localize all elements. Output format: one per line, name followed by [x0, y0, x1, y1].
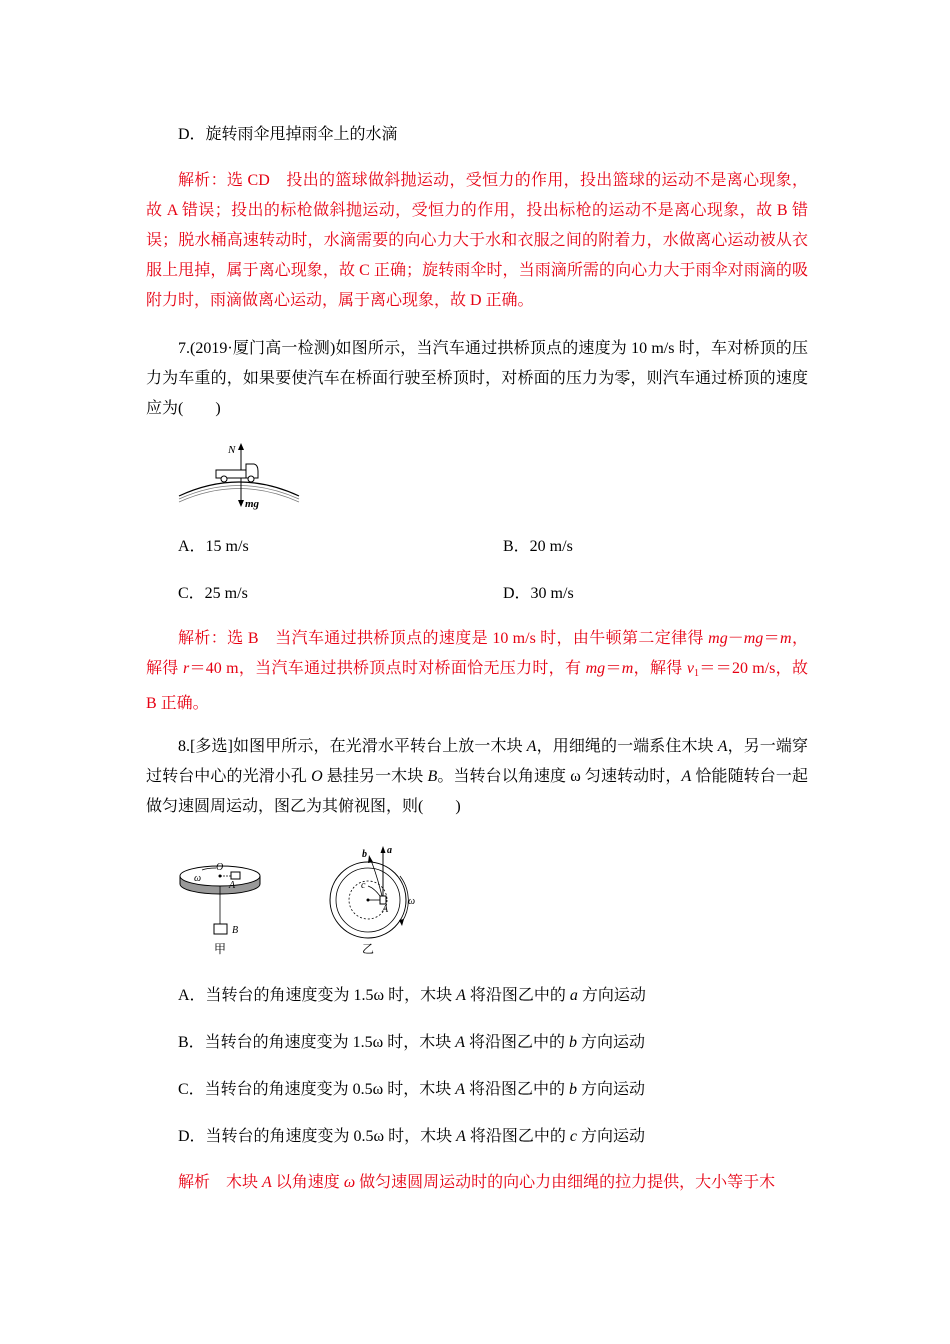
- svg-text:B: B: [232, 925, 239, 936]
- q8-stem: 8.[多选]如图甲所示，在光滑水平转台上放一木块 A，用细绳的一端系住木块 A，另一端穿过转台中心的光滑小孔 O 悬挂另一木块 B。当转台以角速度 ω 匀速转动时，A 恰能随转台一起做匀速圆周运动，图乙为其俯视图，则( ): [146, 738, 808, 815]
- truck-icon: [216, 464, 258, 482]
- normal-force-label: N: [228, 444, 236, 456]
- svg-text:O: O: [216, 862, 224, 873]
- svg-text:ω: ω: [194, 873, 202, 884]
- block-b: [214, 924, 227, 934]
- q8-analysis: 解析 木块 A 以角速度 ω 做匀速圆周运动时的向心力由细绳的拉力提供，大小等于木: [178, 1174, 776, 1191]
- q8-option-c: C．当转台的角速度变为 0.5ω 时，木块 A 将沿图乙中的 b 方向运动: [178, 1081, 646, 1098]
- svg-text:b: b: [362, 849, 367, 860]
- q8-option-d: D．当转台的角速度变为 0.5ω 时，木块 A 将沿图乙中的 c 方向运动: [178, 1128, 646, 1145]
- q7-stem: 7.(2019·厦门高一检测)如图所示，当汽车通过拱桥顶点的速度为 10 m/s 时，车对桥顶的压力为车重的，如果要使汽车在桥面行驶至桥顶时，对桥面的压力为零，则汽车通过桥顶的速度应为( ): [146, 340, 808, 417]
- bridge-arch: [179, 482, 299, 496]
- block-a-top: [380, 896, 386, 904]
- svg-text:a: a: [387, 845, 392, 856]
- q7-analysis: 解析：选 B 当汽车通过拱桥顶点的速度是 10 m/s 时，由牛顿第二定律得 mg－mg＝m，解得 r＝40 m，当汽车通过拱桥顶点时对桥面恰无压力时，有 mg＝m，解得 $v_1==20$ m/s，故 B 正确。: [146, 630, 808, 712]
- q7-option-a: A．15 m/s: [178, 538, 249, 555]
- q8-figure-jia: [176, 852, 266, 960]
- svg-text:A: A: [382, 904, 389, 915]
- gravity-label: mg: [245, 498, 260, 510]
- q7-option-d: D．30 m/s: [503, 585, 574, 602]
- q6-option-d: D．旋转雨伞甩掉雨伞上的水滴: [178, 126, 398, 143]
- caption-jia: 甲: [214, 942, 227, 956]
- svg-text:A: A: [229, 880, 236, 891]
- bridge-hatch: [179, 486, 299, 503]
- q7-option-b: B．20 m/s: [503, 538, 573, 555]
- caption-yi: 乙: [362, 942, 375, 956]
- q7-option-c: C．25 m/s: [178, 585, 248, 602]
- q7-bridge-figure: [176, 438, 306, 514]
- q8-option-b: B．当转台的角速度变为 1.5ω 时，木块 A 将沿图乙中的 b 方向运动: [178, 1034, 646, 1051]
- q6-analysis: 解析：选 CD 投出的篮球做斜抛运动，受恒力的作用，投出篮球的运动不是离心现象，故 A 错误；投出的标枪做斜抛运动，受恒力的作用，投出标枪的运动不是离心现象，故 B 错误；脱水桶高速转动时，水滴需要的向心力大于水和衣服之间的附着力，水做离心运动被从衣服上甩掉，属于离心现象，故 C 正确；旋转雨伞时，当雨滴所需的向心力大于雨伞对雨滴的吸附力时，雨滴做离心运动，属于离心现象，故 D 正确。: [146, 172, 808, 309]
- block-a: [231, 872, 240, 879]
- q8-option-a: A．当转台的角速度变为 1.5ω 时，木块 A 将沿图乙中的 a 方向运动: [178, 987, 646, 1004]
- q8-figure-yi: [320, 840, 430, 960]
- svg-text:c: c: [361, 880, 366, 891]
- svg-text:ω: ω: [408, 896, 416, 907]
